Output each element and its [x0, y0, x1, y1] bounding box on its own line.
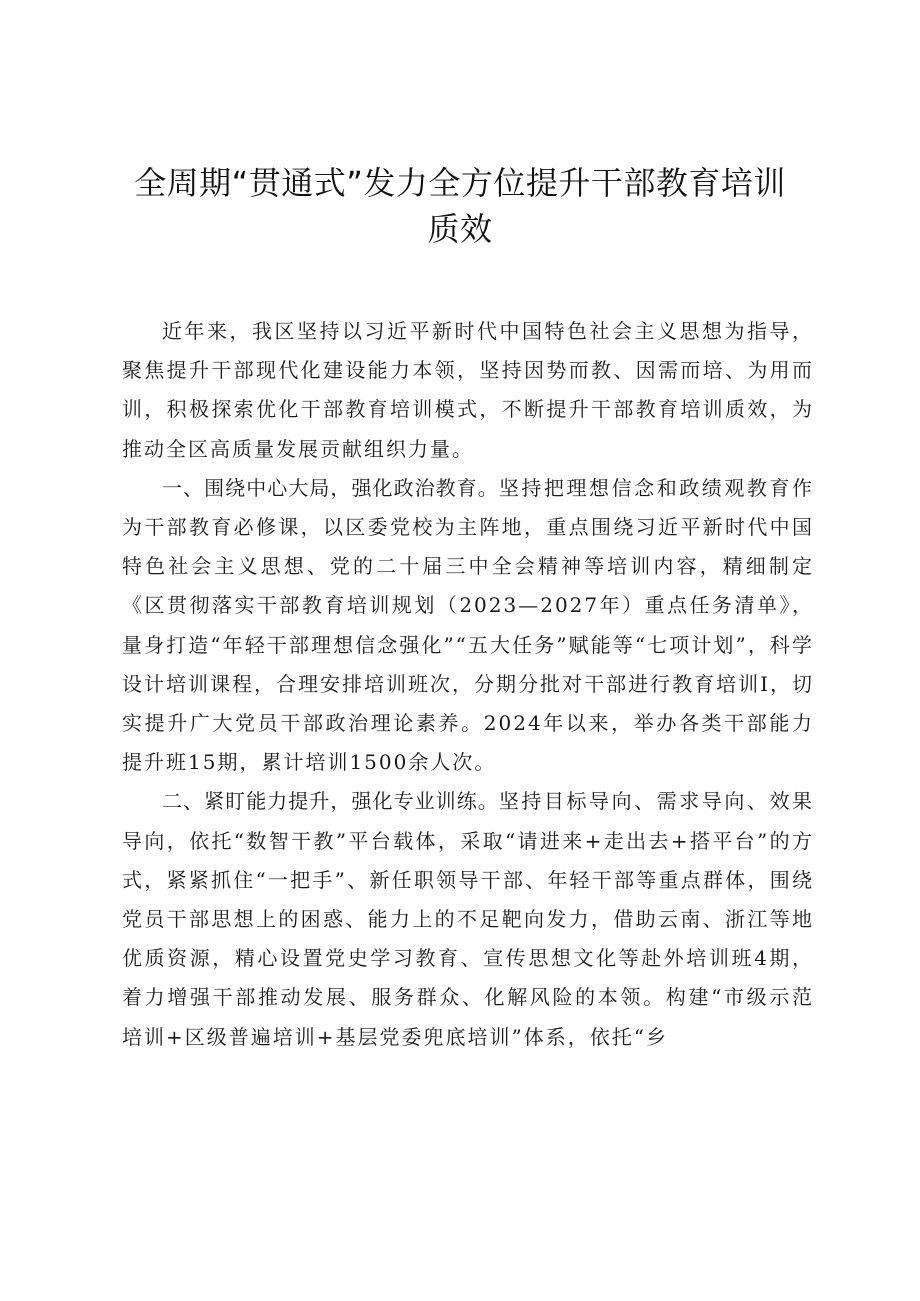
- page-title: [100, 160, 820, 252]
- title-line-2: 质效: [427, 210, 493, 248]
- section-paragraph-1: [122, 469, 814, 783]
- section-heading-2: 二、紧盯能力提升，强化专业训练。: [162, 789, 499, 814]
- document-body: [122, 312, 814, 1057]
- section-text-2: 坚持目标导向、需求导向、效果导向，依托“数智干教”平台载体，采取“请进来+走出去+搭平台”的方式，紧紧抓住“一把手”、新任职领导干部、年轻干部等重点群体，围绕党员干部思想上的困惑、能力上的不足靶向发力，借助云南、浙江等地优质资源，精心设置党史学习教育、宣传思想文化等赴外培训班4期，着力增强干部推动发展、服务群众、化解风险的本领。构建“市级示范培训+区级普遍培训+基层党委兜底培训”体系，依托“乡: [122, 789, 815, 1049]
- intro-paragraph: 近年来，我区坚持以习近平新时代中国特色社会主义思想为指导，聚焦提升干部现代化建设能力本领，坚持因势而教、因需而培、为用而训，积极探索优化干部教育培训模式，不断提升干部教育培训质效，为推动全区高质量发展贡献组织力量。: [122, 319, 814, 461]
- section-heading-1: 一、围绕中心大局，强化政治教育。: [162, 475, 499, 500]
- section-paragraph-2: [122, 782, 814, 1056]
- section-text-1: 坚持把理想信念和政绩观教育作为干部教育必修课，以区委党校为主阵地，重点围绕习近平新时代中国特色社会主义思想、党的二十届三中全会精神等培训内容，精细制定《区贯彻落实干部教育培训规划（2023—2027年）重点任务清单》，量身打造“年轻干部理想信念强化”“五大任务”赋能等“七项计划”，科学设计培训课程，合理安排培训班次，分期分批对干部进行教育培训I，切实提升广大党员干部政治理论素养。2024年以来，举办各类干部能力提升班15期，累计培训1500余人次。: [122, 475, 815, 775]
- title-line-1: 全周期“贯通式”发力全方位提升干部教育培训: [134, 164, 786, 202]
